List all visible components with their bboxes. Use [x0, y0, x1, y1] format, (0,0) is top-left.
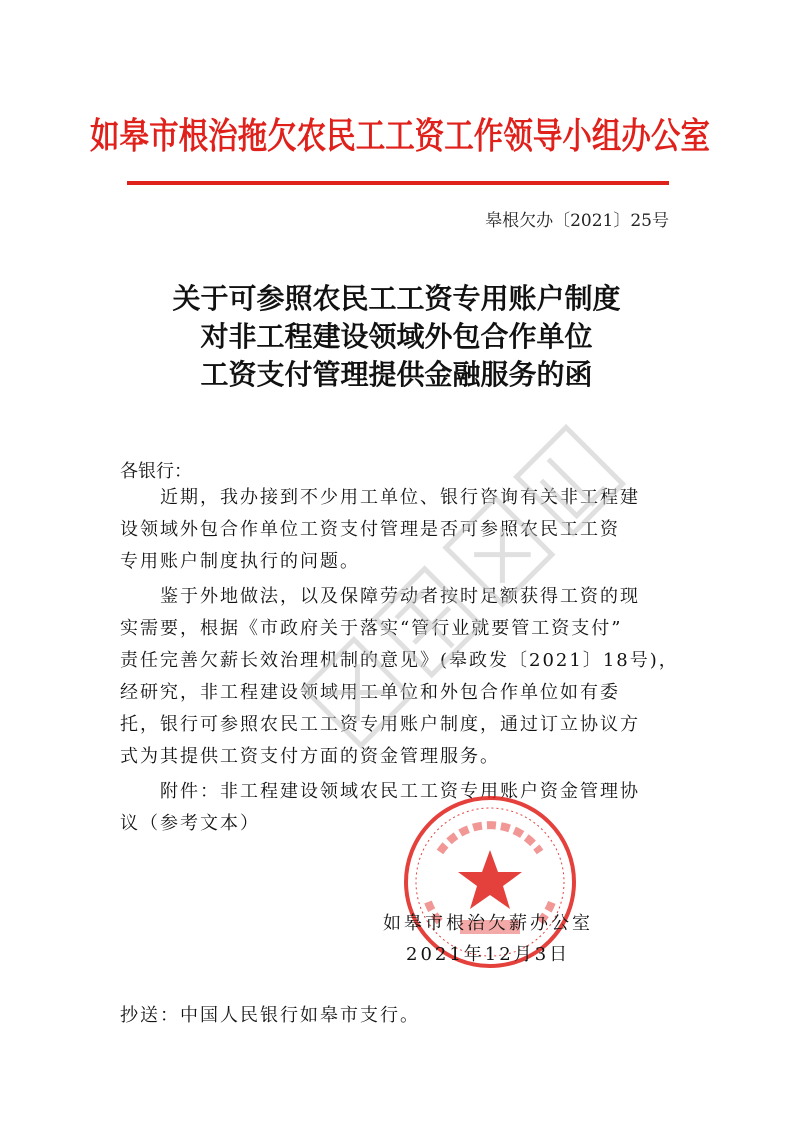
issuing-organization-header: 如皋市根治拖欠农民工工资工作领导小组办公室	[90, 114, 710, 157]
paragraph-line: 附件：非工程建设领域农民工工资专用账户资金管理协	[160, 781, 640, 802]
paragraph-line: 议（参考文本）	[120, 813, 260, 834]
document-number: 皋根欠办〔2021〕25号	[485, 211, 669, 231]
paragraph-line: 实需要，根据《市政府关于落实“管行业就要管工资支付”	[120, 618, 623, 639]
paragraph-line: 近期，我办接到不少用工单位、银行咨询有关非工程建	[160, 487, 640, 508]
body-paragraph	[120, 482, 680, 578]
paragraph-line: 设领域外包合作单位工资支付管理是否可参照农民工工资	[120, 519, 620, 540]
paragraph-line: 式为其提供工资支付方面的资金管理服务。	[120, 746, 500, 767]
paragraph-line: 托，银行可参照农民工工资专用账户制度，通过订立协议方	[120, 714, 640, 735]
body-paragraph	[120, 581, 680, 773]
issue-date: 2021年12月3日	[406, 944, 571, 965]
signature-organization: 如皋市根治欠薪办公室	[383, 913, 593, 934]
attachment-note	[120, 776, 680, 840]
salutation: 各银行：	[120, 461, 192, 482]
paragraph-line: 经研究，非工程建设领域用工单位和外包合作单位如有委	[120, 682, 620, 703]
paragraph-line: 责任完善欠薪长效治理机制的意见》(皋政发〔2021〕18号)，	[120, 650, 679, 671]
title-line: 关于可参照农民工工资专用账户制度	[172, 282, 621, 315]
red-header-rule	[127, 181, 669, 185]
title-line: 工资支付管理提供金融服务的函	[200, 358, 593, 391]
document-title	[80, 280, 713, 394]
title-line: 对非工程建设领域外包合作单位	[200, 320, 593, 353]
paragraph-line: 鉴于外地做法，以及保障劳动者按时足额获得工资的现	[160, 586, 640, 607]
cc-recipient: 抄送：中国人民银行如皋市支行。	[120, 1005, 420, 1026]
paragraph-line: 专用账户制度执行的问题。	[120, 551, 360, 572]
